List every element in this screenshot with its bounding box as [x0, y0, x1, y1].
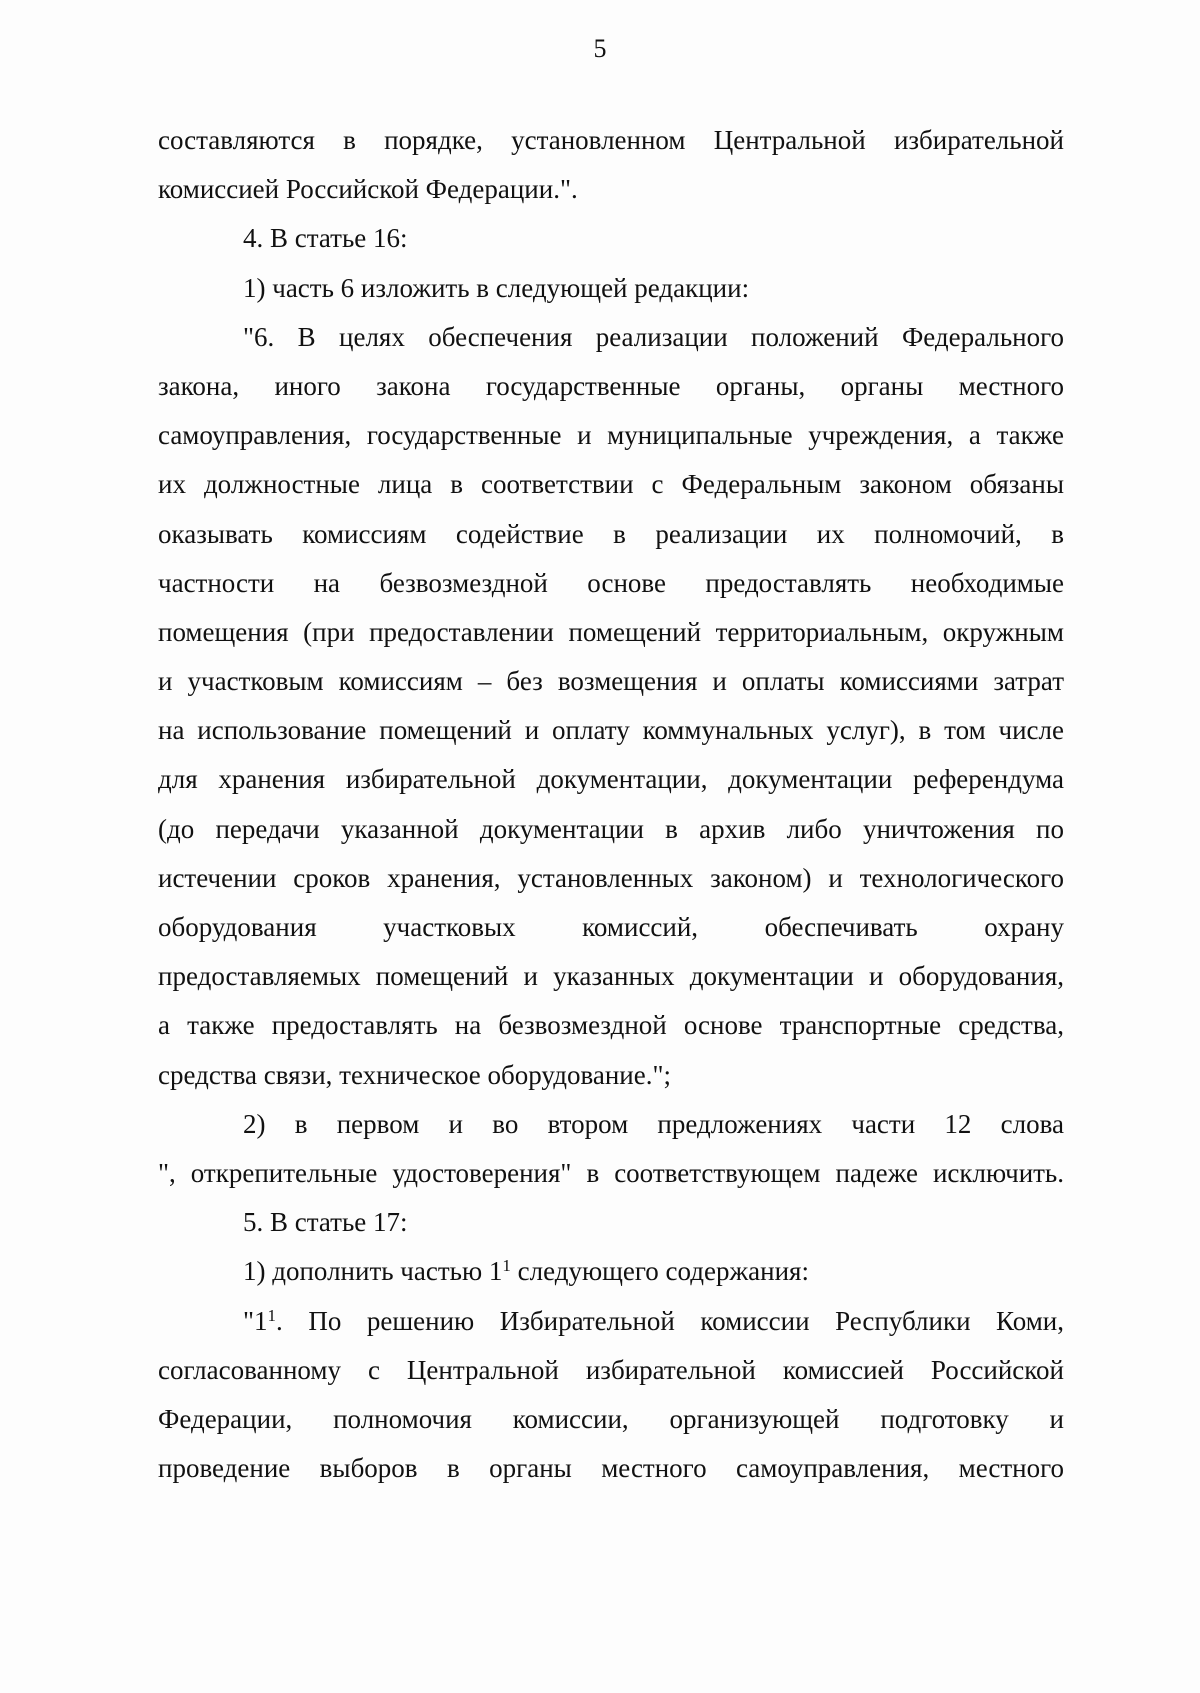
- text-line: комиссией Российской Федерации.".: [158, 174, 578, 205]
- text-fragment: "1: [243, 1305, 268, 1336]
- text-line: Федерации, полномочия комиссии, организующей подготовку и: [158, 1403, 1064, 1434]
- text-line: ", открепительные удостоверения" в соответствующем падеже исключить.: [158, 1157, 1064, 1188]
- text-line: истечении сроков хранения, установленных законом) и технологического: [158, 862, 1064, 893]
- text-fragment: . По решению Избирательной комиссии Республики Коми,: [276, 1305, 1064, 1336]
- text-line: оказывать комиссиям содействие в реализации их полномочий, в: [158, 518, 1064, 549]
- article-heading: 4. В статье 16:: [243, 223, 408, 254]
- text-line: на использование помещений и оплату коммунальных услуг), в том числе: [158, 715, 1064, 746]
- text-fragment: следующего содержания:: [510, 1256, 809, 1287]
- text-line: [158, 1247, 1064, 1296]
- page-number: 5: [593, 34, 607, 63]
- text-line: [158, 1297, 1064, 1346]
- text-fragment: 1) дополнить частью 1: [243, 1256, 503, 1287]
- text-line: их должностные лица в соответствии с Федеральным законом обязаны: [158, 469, 1064, 500]
- text-line: и участковым комиссиям – без возмещения и оплаты комиссиями затрат: [158, 666, 1064, 697]
- text-line: самоуправления, государственные и муниципальные учреждения, а также: [158, 420, 1064, 451]
- text-line: 1) часть 6 изложить в следующей редакции:: [243, 272, 750, 303]
- text-line: (до передачи указанной документации в архив либо уничтожения по: [158, 813, 1064, 844]
- text-line: предоставляемых помещений и указанных документации и оборудования,: [158, 961, 1064, 992]
- text-line: 2) в первом и во втором предложениях части 12 слова: [243, 1108, 1064, 1139]
- text-line: а также предоставлять на безвозмездной основе транспортные средства,: [158, 1010, 1064, 1041]
- text-line: проведение выборов в органы местного самоуправления, местного: [158, 1453, 1064, 1484]
- article-heading: 5. В статье 17:: [243, 1207, 408, 1238]
- superscript: 1: [502, 1256, 511, 1276]
- text-line: средства связи, техническое оборудование.";: [158, 1059, 671, 1090]
- text-line: закона, иного закона государственные органы, органы местного: [158, 370, 1064, 401]
- text-line: согласованному с Центральной избирательной комиссией Российской: [158, 1354, 1064, 1385]
- text-line: "6. В целях обеспечения реализации положений Федерального: [243, 321, 1064, 352]
- document-body: [158, 116, 1064, 1493]
- text-line: оборудования участковых комиссий, обеспечивать охрану: [158, 912, 1064, 942]
- text-line: частности на безвозмездной основе предоставлять необходимые: [158, 567, 1064, 598]
- text-line: для хранения избирательной документации, документации референдума: [158, 764, 1064, 795]
- superscript: 1: [267, 1305, 277, 1325]
- text-line: составляются в порядке, установленном Центральной избирательной: [158, 125, 1064, 155]
- text-line: помещения (при предоставлении помещений территориальным, окружным: [158, 616, 1064, 647]
